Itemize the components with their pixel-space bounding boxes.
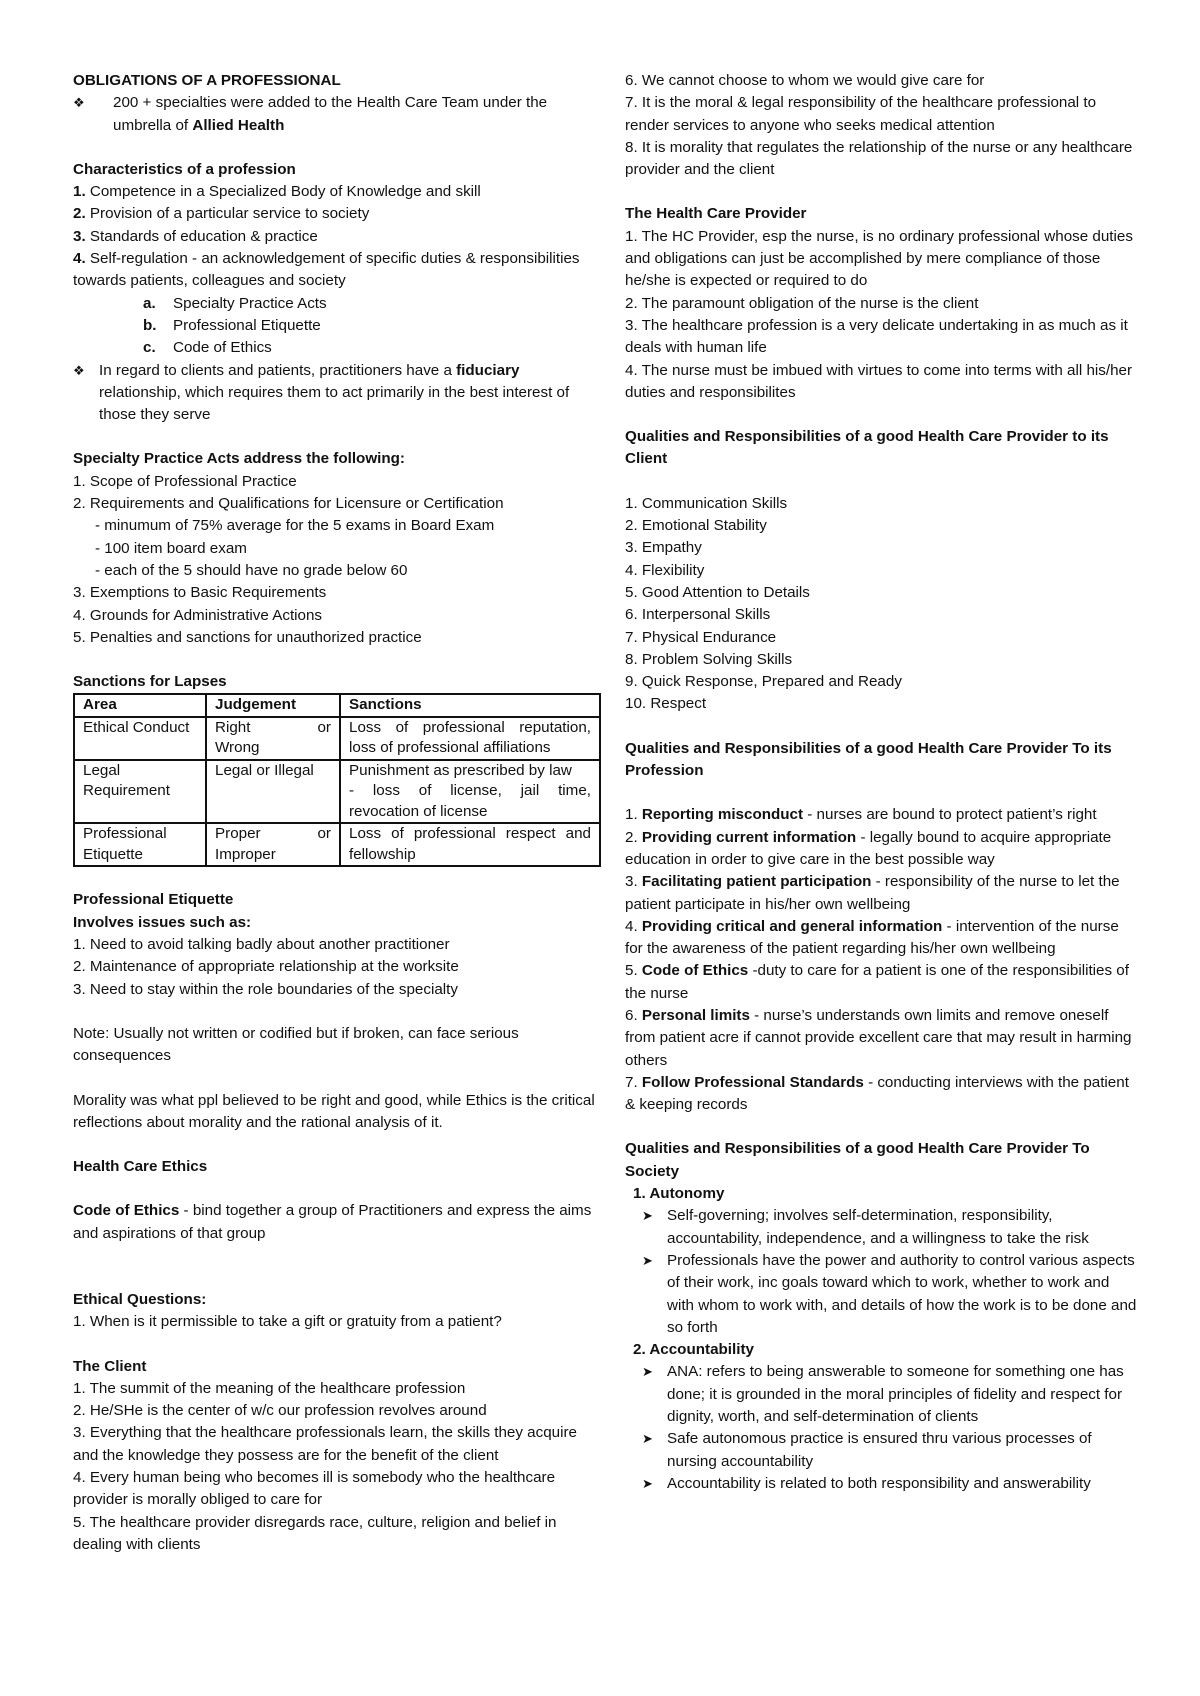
- list-item: 6. We cannot choose to whom we would give care for: [625, 72, 985, 89]
- arrow-item: ➤ ANA: refers to being answerable to someone for something one has done; it is grounded in the moral principles of fidelity and respect for dignity, worth, and self-determination of clients: [625, 1361, 1140, 1428]
- dash-item: - minumum of 75% average for the 5 exams in Board Exam: [95, 517, 495, 535]
- intro-bullet: ❖ 200 + specialties were added to the Health Care Team under the umbrella of Allied Health: [73, 92, 601, 137]
- sub-item: c. Code of Ethics: [143, 339, 272, 357]
- list-item: 2. Providing current information - legally bound to acquire appropriate education in order to give care in the best possible way: [625, 828, 1112, 868]
- list-item: 1. The summit of the meaning of the healthcare profession: [73, 1379, 466, 1397]
- list-item: 5. Code of Ethics -duty to care for a patient is one of the responsibilities of the nurse: [625, 962, 1129, 1002]
- table-cell: Legal or Illegal: [206, 760, 340, 824]
- list-item: 1. Reporting misconduct - nurses are bound to protect patient’s right: [625, 806, 1097, 824]
- list-item: 7. Physical Endurance: [625, 628, 777, 646]
- arrow-bullet-icon: ➤: [642, 1364, 653, 1380]
- autonomy-heading: 1. Autonomy: [633, 1185, 725, 1203]
- list-item: 2. Requirements and Qualifications for Licensure or Certification: [73, 495, 504, 513]
- code-of-ethics-paragraph: Code of Ethics - bind together a group of Practitioners and express the aims and aspirations of that group: [73, 1202, 592, 1242]
- accountability-heading: 2. Accountability: [633, 1341, 754, 1359]
- arrow-bullet-icon: ➤: [642, 1475, 653, 1491]
- table-row: [74, 717, 600, 760]
- list-item: 3. Need to stay within the role boundaries of the specialty: [73, 980, 458, 998]
- provider-heading: The Health Care Provider: [625, 205, 807, 223]
- list-item: 4. Every human being who becomes ill is somebody who the healthcare provider is morally obliged to care for: [73, 1469, 556, 1509]
- list-item: 2. Maintenance of appropriate relationship at the worksite: [73, 958, 459, 976]
- list-item: 1. Communication Skills: [625, 494, 788, 512]
- diamond-bullet-icon: ❖: [73, 362, 85, 378]
- arrow-bullet-icon: ➤: [642, 1431, 653, 1447]
- table-cell: Proper or Improper: [206, 823, 340, 866]
- list-item: 1. When is it permissible to take a gift or gratuity from a patient?: [73, 1313, 502, 1331]
- etiquette-note: Note: Usually not written or codified but if broken, can face serious consequences: [73, 1024, 519, 1065]
- arrow-item: ➤ Professionals have the power and authority to control various aspects of their work, inc goals toward which to work, whether to work and with whom to work with, and details of how the work is to be done and so forth: [625, 1250, 1140, 1339]
- specialty-acts-heading: Specialty Practice Acts address the following:: [73, 450, 405, 468]
- list-item: 4. Grounds for Administrative Actions: [73, 606, 323, 624]
- client-heading: The Client: [73, 1357, 147, 1375]
- list-item: 9. Quick Response, Prepared and Ready: [625, 673, 902, 691]
- table-row: [74, 760, 600, 824]
- list-item: 8. Problem Solving Skills: [625, 650, 793, 668]
- morality-paragraph: Morality was what ppl believed to be right and good, while Ethics is the critical reflections about morality and the rational analysis of it.: [73, 1091, 595, 1131]
- arrow-bullet-icon: ➤: [642, 1252, 653, 1268]
- etiquette-heading: Professional Etiquette: [73, 891, 234, 909]
- list-item: 1. Scope of Professional Practice: [73, 472, 297, 490]
- table-header-cell: Area: [74, 694, 206, 717]
- table-cell: Ethical Conduct: [74, 717, 206, 760]
- table-header-cell: Judgement: [206, 694, 340, 717]
- arrow-item: ➤ Accountability is related to both responsibility and answerability: [625, 1473, 1140, 1495]
- list-item: 6. Personal limits - nurse’s understands own limits and remove oneself from patient acre if cannot provide excellent care that may result in harming others: [625, 1006, 1132, 1069]
- list-item: 3. Facilitating patient participation - responsibility of the nurse to let the patient participate in his/her own wellbeing: [625, 873, 1120, 913]
- characteristic-item: 4. Self-regulation - an acknowledgement of specific duties & responsibilities towards patients, colleagues and society: [73, 250, 580, 290]
- list-item: 4. Flexibility: [625, 561, 705, 579]
- characteristic-item: 1. Competence in a Specialized Body of Knowledge and skill: [73, 183, 481, 201]
- list-item: 4. Providing critical and general information - intervention of the nurse for the awareness of the patient regarding his/her own wellbeing: [625, 917, 1119, 958]
- list-item: 5. Good Attention to Details: [625, 583, 810, 601]
- sanctions-heading: Sanctions for Lapses: [73, 673, 227, 691]
- etiquette-subheading: Involves issues such as:: [73, 913, 252, 931]
- table-cell: Loss of professional reputation, loss of professional affiliations: [340, 717, 600, 760]
- table-cell: Legal Requirement: [74, 760, 206, 824]
- list-item: 1. Need to avoid talking badly about another practitioner: [73, 936, 450, 954]
- ethical-questions-heading: Ethical Questions:: [73, 1290, 207, 1308]
- table-header-cell: Sanctions: [340, 694, 600, 717]
- table-header-row: [74, 694, 600, 717]
- list-item: 4. The nurse must be imbued with virtues to come into terms with all his/her duties and responsibilites: [625, 361, 1133, 401]
- sub-item: a. Specialty Practice Acts: [143, 294, 327, 312]
- list-item: 5. Penalties and sanctions for unauthorized practice: [73, 628, 422, 646]
- list-item: 6. Interpersonal Skills: [625, 606, 771, 624]
- list-item: 8. It is morality that regulates the relationship of the nurse or any healthcare provider and the client: [625, 138, 1133, 179]
- table-cell: Professional Etiquette: [74, 823, 206, 866]
- dash-item: - each of the 5 should have no grade below 60: [95, 561, 408, 579]
- page-title: OBLIGATIONS OF A PROFESSIONAL: [73, 72, 341, 89]
- list-item: 3. Empathy: [625, 539, 702, 557]
- characteristics-heading: Characteristics of a profession: [73, 160, 296, 178]
- arrow-item: ➤ Self-governing; involves self-determination, responsibility, accountability, independence, and a willingness to take the risk: [625, 1205, 1140, 1250]
- sub-item: b. Professional Etiquette: [143, 316, 321, 334]
- list-item: 2. The paramount obligation of the nurse is the client: [625, 294, 979, 312]
- list-item: 2. Emotional Stability: [625, 517, 767, 535]
- list-item: 2. He/SHe is the center of w/c our profession revolves around: [73, 1402, 487, 1420]
- right-column: [625, 70, 1140, 1495]
- list-item: 10. Respect: [625, 695, 707, 713]
- left-column: [73, 70, 601, 1556]
- list-item: 3. Everything that the healthcare professionals learn, the skills they acquire and the knowledge they possess are for the benefit of the client: [73, 1424, 577, 1464]
- table-row: [74, 823, 600, 866]
- hce-heading: Health Care Ethics: [73, 1158, 208, 1176]
- arrow-bullet-icon: ➤: [642, 1208, 653, 1224]
- diamond-bullet-icon: ❖: [73, 95, 85, 111]
- dash-item: - 100 item board exam: [95, 539, 247, 557]
- list-item: 5. The healthcare provider disregards race, culture, religion and belief in dealing with clients: [73, 1513, 557, 1553]
- characteristic-item: 2. Provision of a particular service to society: [73, 205, 370, 223]
- table-cell: Right or Wrong: [206, 717, 340, 760]
- qualities-profession-heading: Qualities and Responsibilities of a good Health Care Provider To its Profession: [625, 739, 1112, 780]
- arrow-item: ➤ Safe autonomous practice is ensured thru various processes of nursing accountability: [625, 1428, 1140, 1473]
- fiduciary-bullet: ❖ In regard to clients and patients, practitioners have a fiduciary relationship, which requires them to act primarily in the best interest of those they serve: [73, 360, 601, 427]
- sanctions-table: [73, 693, 601, 867]
- table-cell: Punishment as prescribed by law - loss of license, jail time, revocation of license: [340, 760, 600, 824]
- qualities-society-heading: Qualities and Responsibilities of a good Health Care Provider To Society: [625, 1140, 1090, 1180]
- list-item: 1. The HC Provider, esp the nurse, is no ordinary professional whose duties and obligations can just be accomplished by mere compliance of those he/she is expected or required to do: [625, 227, 1133, 290]
- list-item: 3. The healthcare profession is a very delicate undertaking in as much as it deals with human life: [625, 316, 1128, 357]
- list-item: 7. It is the moral & legal responsibility of the healthcare professional to render services to anyone who seeks medical attention: [625, 94, 1097, 134]
- list-item: 7. Follow Professional Standards - conducting interviews with the patient & keeping records: [625, 1073, 1129, 1114]
- qualities-client-heading: Qualities and Responsibilities of a good Health Care Provider to its Client: [625, 428, 1109, 468]
- characteristic-item: 3. Standards of education & practice: [73, 227, 318, 245]
- list-item: 3. Exemptions to Basic Requirements: [73, 584, 327, 602]
- table-cell: Loss of professional respect and fellowship: [340, 823, 600, 866]
